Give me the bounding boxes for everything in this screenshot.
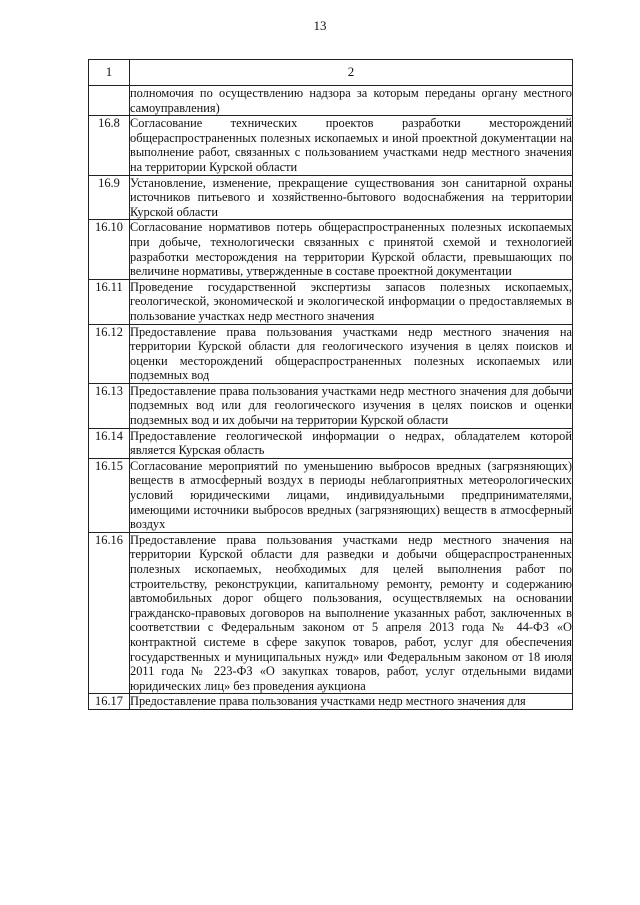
- document-table: [88, 59, 573, 710]
- row-text-cell: Проведение государственной экспертизы запасов полезных ископаемых, геологической, экономической и экологической информации о предоставляемых в пользование участках недр местного значения: [130, 279, 572, 323]
- table-row: [89, 694, 573, 710]
- row-text-cell: Согласование мероприятий по уменьшению выбросов вредных (загрязняющих) веществ в атмосферный воздух в периоды неблагоприятных метеорологических условий юридическими лицами, индивидуальными предпринимателями, имеющими источники выбросов вредных (загрязняющих) веществ в атмосферный воздух: [130, 458, 572, 532]
- row-number-cell: 16.11: [89, 279, 130, 324]
- row-number-cell: 16.15: [89, 458, 130, 532]
- table-row: [89, 175, 573, 220]
- row-number-cell: 16.13: [89, 383, 130, 428]
- row-number-cell: 16.12: [89, 324, 130, 383]
- row-text-cell: Установление, изменение, прекращение существования зон санитарной охраны источников питьевого и хозяйственно-бытового водоснабжения на территории Курской области: [130, 175, 572, 219]
- row-text-cell: Предоставление права пользования участками недр местного значения на территории Курской области для геологического изучения в целях поисков и оценки месторождений общераспространенных полезных ископаемых или подземных вод: [130, 324, 572, 383]
- table-row: [89, 428, 573, 458]
- table-row: [89, 279, 573, 324]
- table-row: [89, 383, 573, 428]
- table-row: [89, 458, 573, 532]
- row-text-cell: Предоставление геологической информации о недрах, обладателем которой является Курская область: [130, 428, 572, 458]
- row-text-cell: Согласование технических проектов разработки месторождений общераспространенных полезных ископаемых и иной проектной документации на выполнение работ, связанных с пользованием участками недр местного значения на территории Курской области: [130, 116, 572, 174]
- header-col-number: 1: [89, 60, 130, 86]
- row-number-cell: [89, 86, 130, 116]
- row-text-cell: Предоставление права пользования участками недр местного значения для: [130, 694, 573, 710]
- row-text-cell: полномочия по осуществлению надзора за которым переданы органу местного самоуправления): [130, 86, 572, 115]
- row-text-cell: Согласование нормативов потерь общераспространенных полезных ископаемых при добыче, технологически связанных с принятой схемой и технологией разработки месторождения на территории Курской области, превышающих по величине нормативы, утвержденные в составе проектной документации: [130, 220, 572, 279]
- table-header-row: [89, 60, 573, 86]
- table-row: [89, 220, 573, 279]
- header-col-text: 2: [130, 60, 573, 86]
- row-number-cell: 16.16: [89, 532, 130, 694]
- row-number-cell: 16.9: [89, 175, 130, 220]
- row-number-cell: 16.17: [89, 694, 130, 710]
- table-row: [89, 116, 573, 175]
- row-number-cell: 16.8: [89, 116, 130, 175]
- page-number: 13: [313, 18, 327, 33]
- row-text-cell: Предоставление права пользования участками недр местного значения на территории Курской области для разведки и добычи общераспространенных полезных ископаемых, необходимых для целей выполнения работ по строительству, реконструкции, капитальному ремонту, ремонту и содержанию автомобильных дорог общего пользования, осуществляемых на основании гражданско-правовых договоров на выполнение указанных работ, заключенных в соответствии с Федеральным законом от 5 апреля 2013 года № 44-ФЗ «О контрактной системе в сфере закупок товаров, работ, услуг для обеспечения государственных и муниципальных нужд» или Федеральным законом от 18 июля 2011 года № 223-ФЗ «О закупках товаров, работ, услуг отдельными видами юридических лиц» без проведения аукциона: [130, 532, 572, 693]
- table-row: [89, 86, 573, 116]
- row-number-cell: 16.14: [89, 428, 130, 458]
- row-text-cell: Предоставление права пользования участками недр местного значения для добычи подземных вод или для геологического изучения в целях поисков и оценки подземных вод и их добычи на территории Курской области: [130, 383, 572, 428]
- row-number-cell: 16.10: [89, 220, 130, 279]
- table-row: [89, 324, 573, 383]
- table-row: [89, 532, 573, 694]
